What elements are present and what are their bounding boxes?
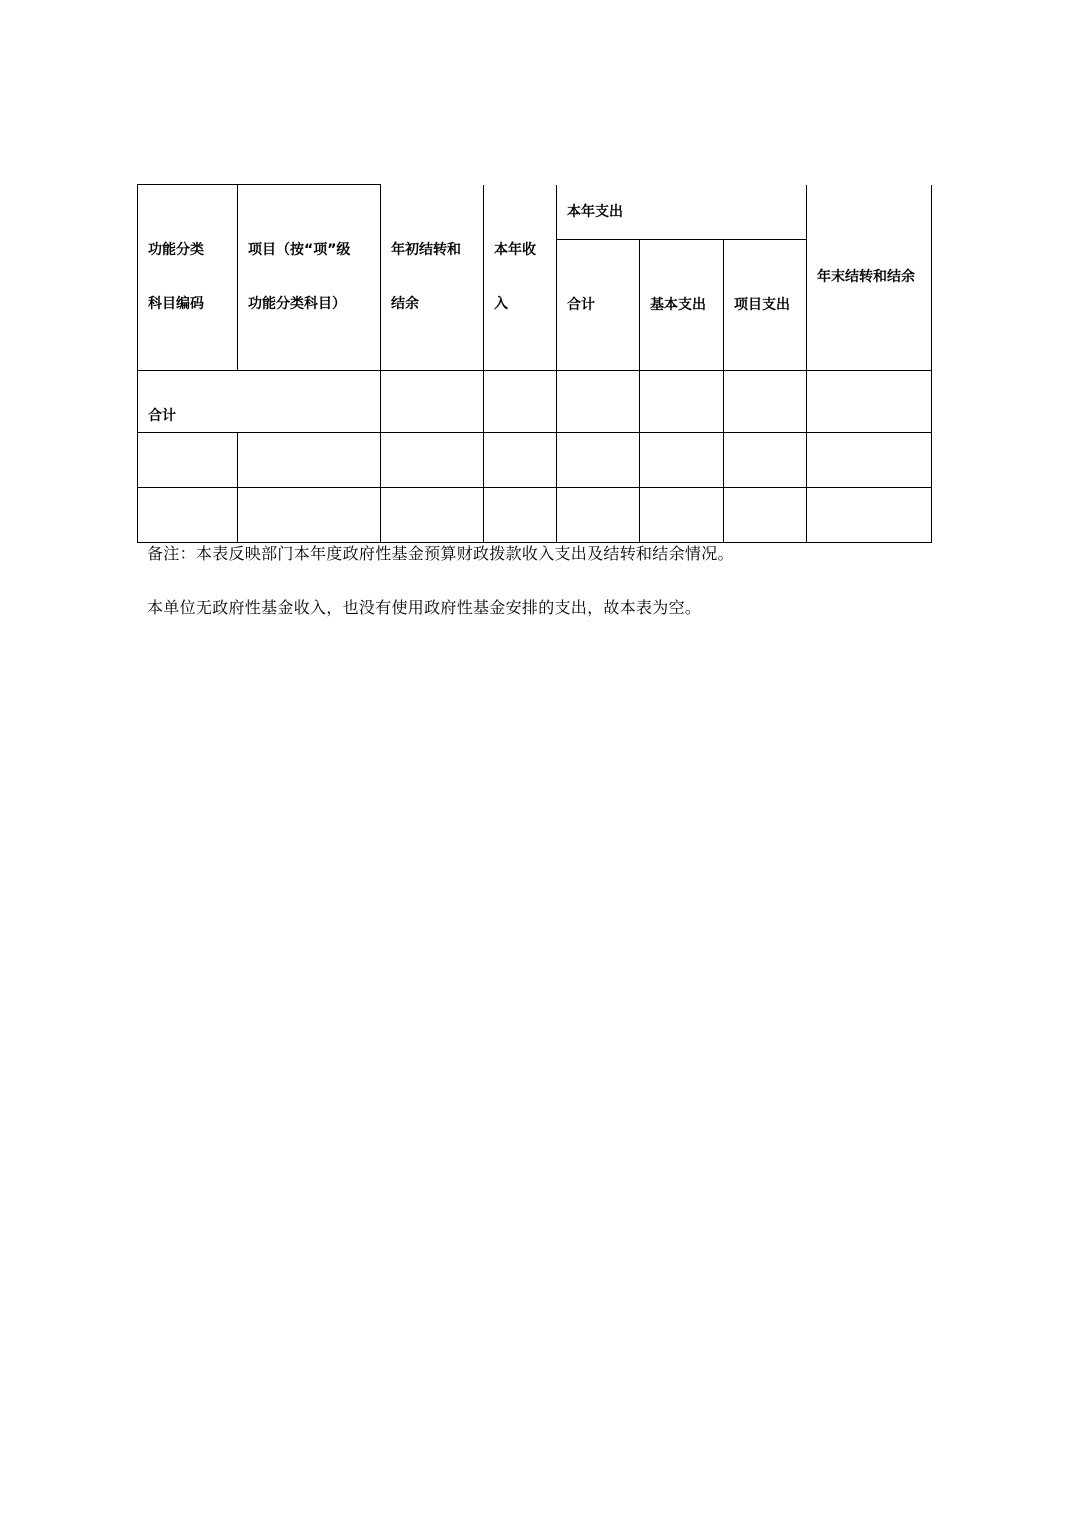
empty-table-note: 本单位无政府性基金收入，也没有使用政府性基金安排的支出，故本表为空。 (147, 598, 702, 617)
table-cell (640, 487, 724, 542)
header-expense-basic: 基本支出 (640, 239, 724, 370)
header-expense-project: 项目支出 (724, 239, 807, 370)
total-carryover-end (807, 370, 932, 432)
header-carryover-begin-line1: 年初结转和 (391, 242, 461, 258)
header-item-line2: 功能分类科目） (248, 296, 346, 313)
total-carryover-begin (381, 370, 484, 432)
table-cell (138, 432, 238, 487)
total-expense-total (557, 370, 640, 432)
total-row-label: 合计 (138, 370, 381, 432)
header-income-line2: 入 (494, 296, 508, 312)
header-income-line1: 本年收 (494, 242, 536, 258)
government-fund-budget-table (137, 184, 932, 543)
table-cell (381, 432, 484, 487)
table-cell (807, 487, 932, 542)
table-cell (484, 487, 557, 542)
total-expense-basic (640, 370, 724, 432)
header-code-cell (138, 185, 238, 371)
header-carryover-end: 年末结转和结余 (807, 185, 932, 371)
header-carryover-begin-line2: 结余 (391, 296, 419, 312)
header-code-line2: 科目编码 (148, 296, 204, 313)
table-cell (724, 432, 807, 487)
table-cell (807, 432, 932, 487)
table-row (138, 487, 932, 542)
header-item-line1: 项目（按“项”级 (248, 242, 351, 259)
header-item-cell (238, 185, 381, 371)
header-income-cell (484, 185, 557, 371)
table-cell (238, 432, 381, 487)
table-cell (640, 432, 724, 487)
table-cell (138, 487, 238, 542)
table-cell (557, 487, 640, 542)
table-cell (724, 487, 807, 542)
header-code-line1: 功能分类 (148, 242, 204, 259)
table-row (138, 432, 932, 487)
total-income (484, 370, 557, 432)
table-cell (484, 432, 557, 487)
table-cell (238, 487, 381, 542)
header-carryover-begin-cell (381, 185, 484, 371)
header-expense-group: 本年支出 (557, 185, 807, 240)
total-expense-project (724, 370, 807, 432)
remark-note: 备注：本表反映部门本年度政府性基金预算财政拨款收入支出及结转和结余情况。 (147, 544, 734, 563)
header-expense-total: 合计 (557, 239, 640, 370)
table-cell (381, 487, 484, 542)
table-cell (557, 432, 640, 487)
